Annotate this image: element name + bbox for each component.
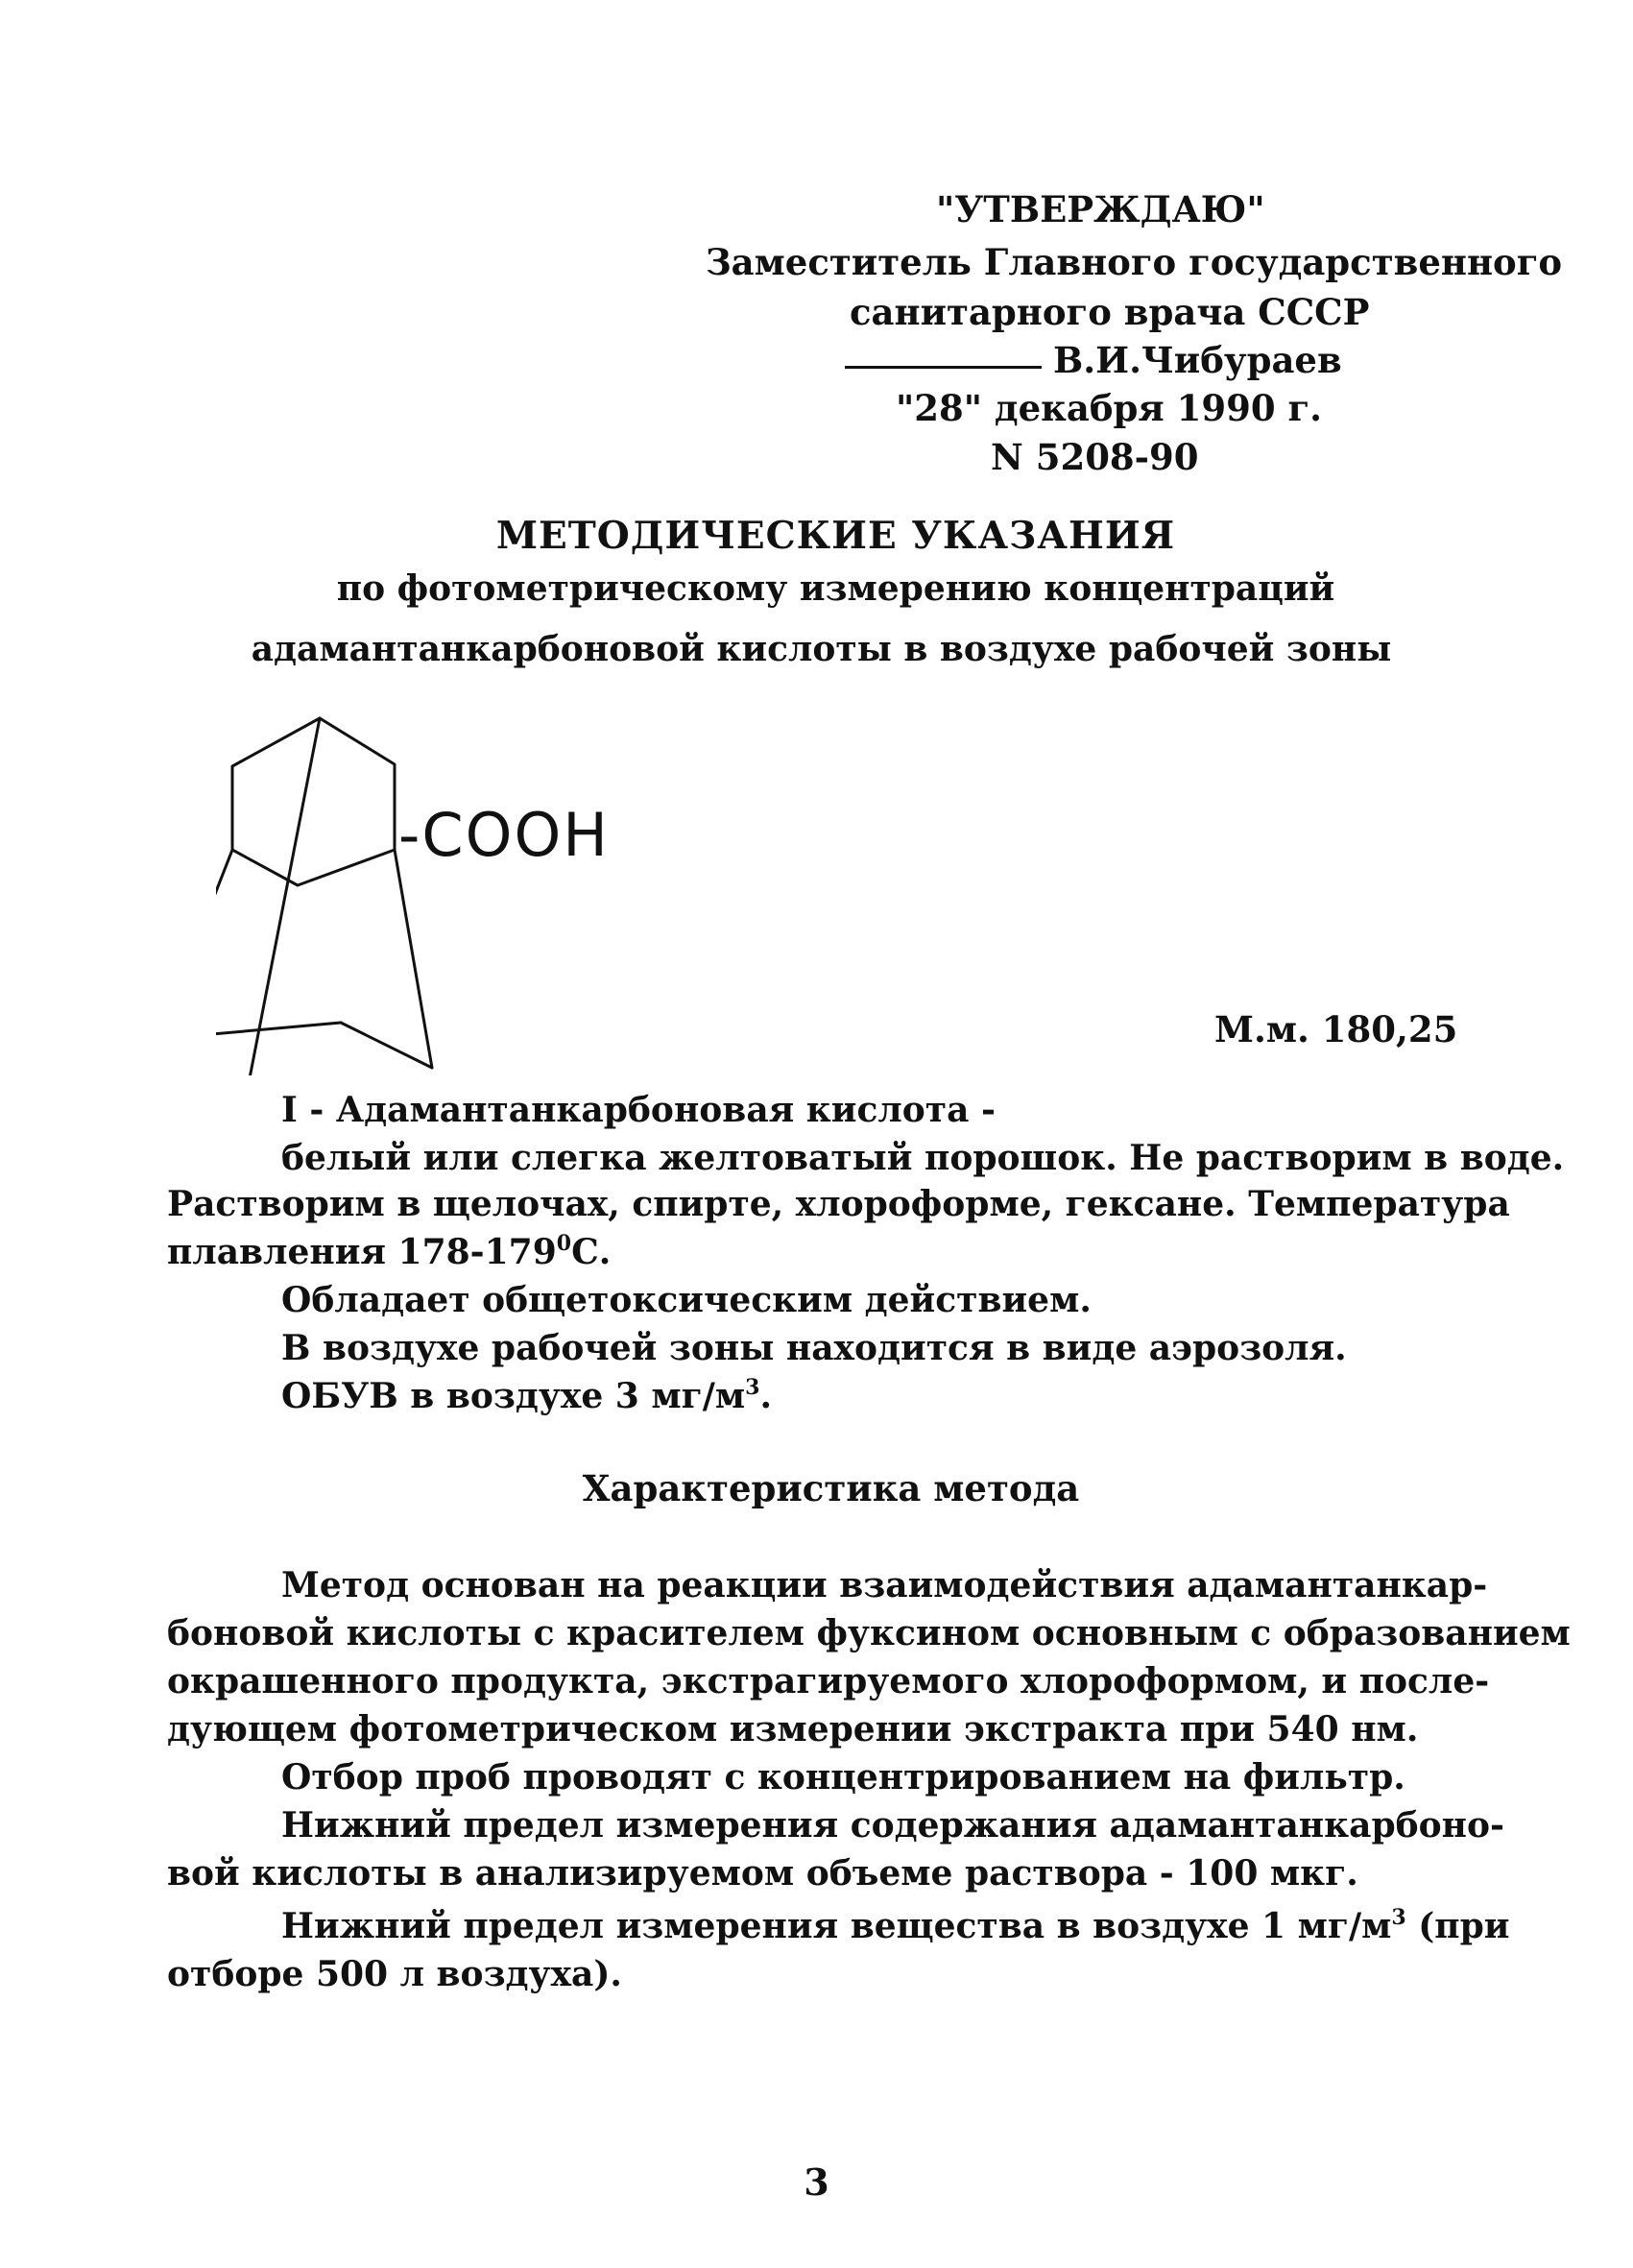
method-heading: Характеристика метода [582, 1467, 1080, 1509]
substance-line2: белый или слегка желтоватый порошок. Не растворим в воде. [281, 1138, 1565, 1178]
signature-blank [845, 366, 1042, 369]
obuv-text: ОБУВ в воздухе 3 мг/м [281, 1376, 746, 1416]
method-p1-line1: Метод основан на реакции взаимодействия адамантанкар- [281, 1565, 1488, 1605]
lower-limit-suffix: (при [1405, 1906, 1510, 1946]
approval-stamp: "УТВЕРЖДАЮ" [936, 188, 1265, 230]
lower-limit-superscript: 3 [1391, 1905, 1406, 1930]
substance-line6: В воздухе рабочей зоны находится в виде аэрозоля. [281, 1328, 1347, 1368]
method-p4-line1 [281, 1906, 1510, 1946]
substance-line5: Обладает общетоксическим действием. [281, 1280, 1092, 1320]
degree-superscript: 0 [556, 1231, 572, 1256]
approval-position-line1: Заместитель Главного государственного [706, 241, 1563, 283]
substance-line4 [167, 1232, 611, 1272]
obuv-suffix: . [759, 1376, 772, 1416]
structural-formula [216, 706, 677, 1075]
page-number: 3 [804, 2160, 829, 2204]
document-subtitle-line1: по фотометрическому измерению концентраций [336, 568, 1335, 609]
method-p1-line2: боновой кислоты с красителем фуксином основным с образованием [167, 1613, 1571, 1653]
document-subtitle-line2: адамантанкарбоновой кислоты в воздухе рабочей зоны [251, 629, 1392, 669]
substance-line1: I - Адамантанкарбоновая кислота - [281, 1090, 996, 1130]
molar-mass: М.м. 180,25 [1214, 1008, 1458, 1050]
method-p3-line1: Нижний предел измерения содержания адамантанкарбоно- [281, 1805, 1504, 1846]
lower-limit-text: Нижний предел измерения вещества в воздухе 1 мг/м [281, 1906, 1392, 1946]
method-p2: Отбор проб проводят с концентрированием на фильтр. [281, 1757, 1405, 1798]
method-p3-line2: вой кислоты в анализируемом объеме раствора - 100 мкг. [167, 1853, 1358, 1894]
method-p1-line4: дующем фотометрическом измерении экстракта при 540 нм. [167, 1709, 1419, 1749]
adamantane-structure-drawing [216, 706, 677, 1075]
melting-point-text: плавления 178-179 [167, 1232, 557, 1272]
carboxyl-group-label: -COOH [398, 800, 610, 870]
substance-line7 [281, 1376, 772, 1416]
approval-signatory: В.И.Чибураев [1053, 339, 1342, 381]
document-title: МЕТОДИЧЕСКИЕ УКАЗАНИЯ [495, 514, 1176, 558]
approval-number: N 5208-90 [991, 436, 1199, 478]
approval-position-line2: санитарного врача СССР [850, 291, 1370, 333]
melting-point-unit: С. [571, 1232, 612, 1272]
substance-line3: Растворим в щелочах, спирте, хлороформе, гексане. Температура [167, 1184, 1510, 1224]
approval-signature-line [845, 338, 1342, 383]
method-p4-line2: отборе 500 л воздуха). [167, 1954, 622, 1994]
approval-date: "28" декабря 1990 г. [896, 387, 1322, 429]
method-p1-line3: окрашенного продукта, экстрагируемого хлороформом, и после- [167, 1661, 1490, 1701]
obuv-superscript: 3 [745, 1375, 760, 1400]
